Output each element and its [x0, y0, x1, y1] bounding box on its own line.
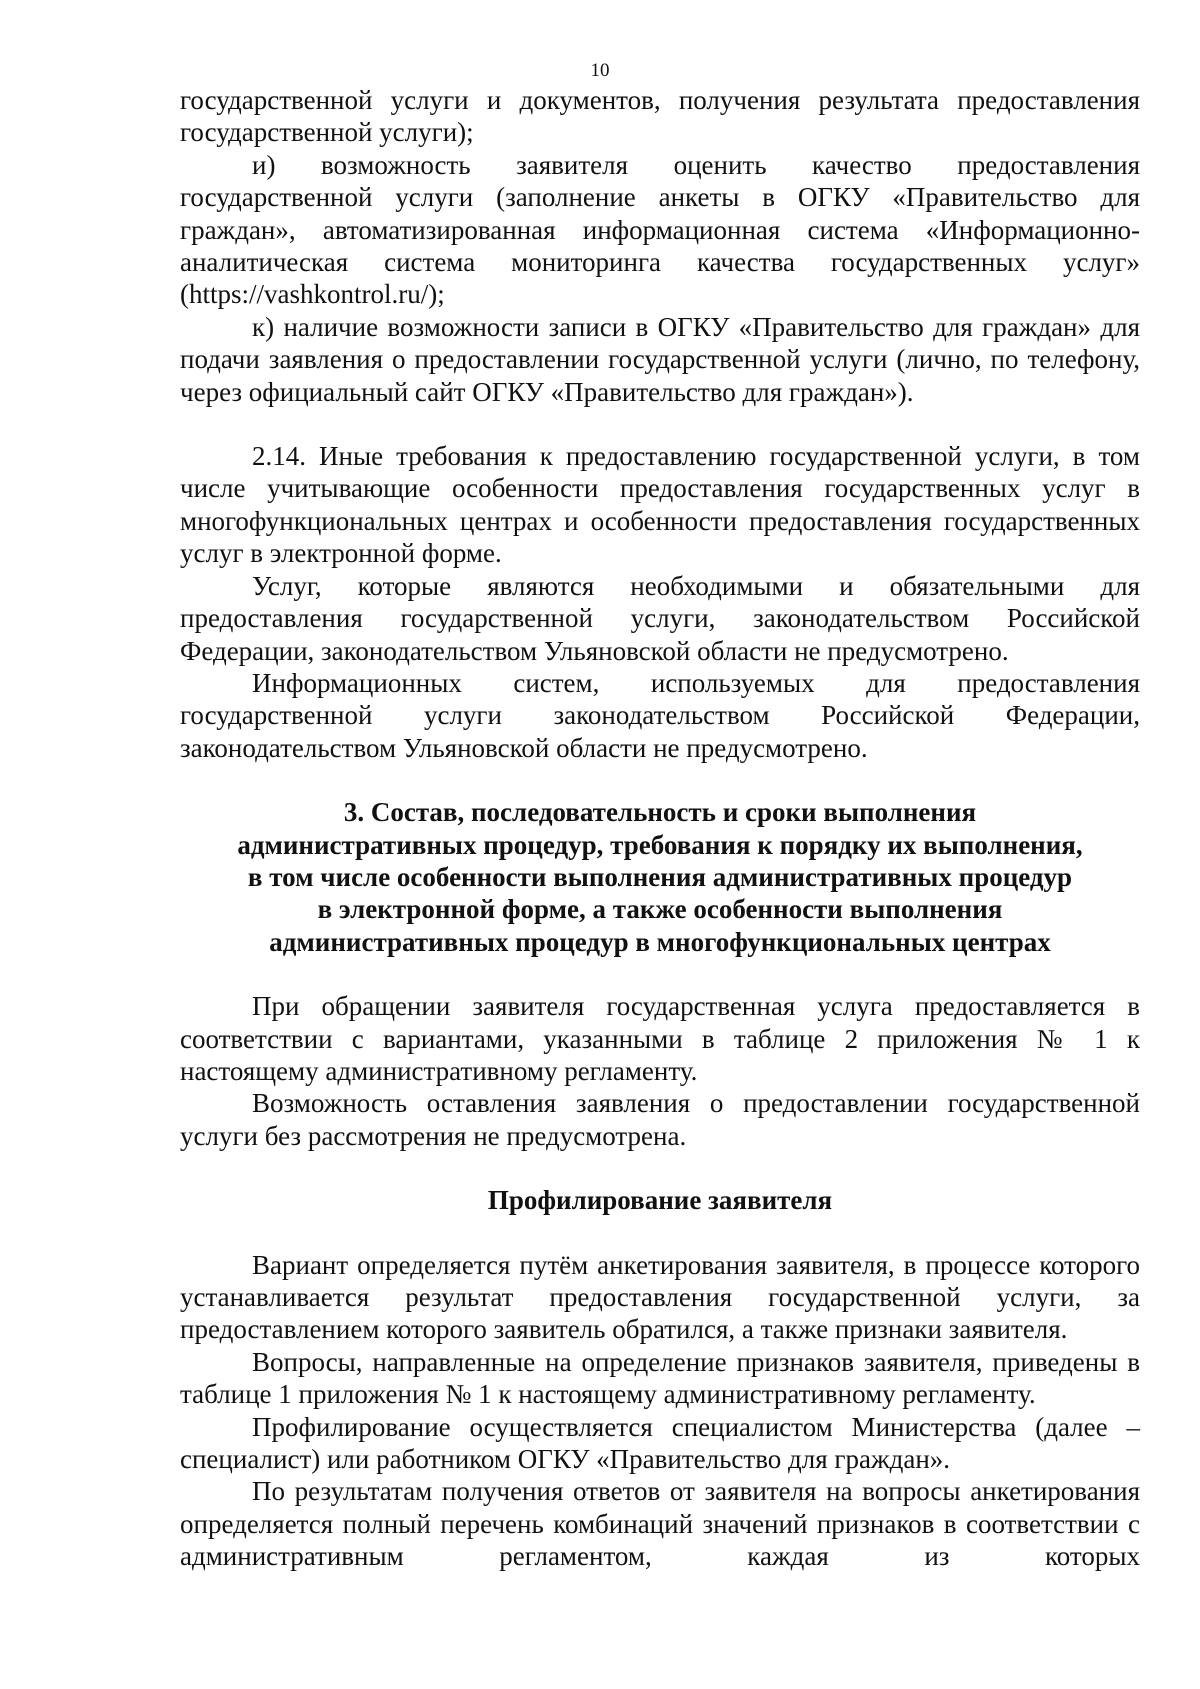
- paragraph-profiling-specialist: Профилирование осуществляется специалистом Министерства (далее – специалист) или работником ОГКУ «Правительство для граждан».: [180, 1411, 1140, 1475]
- paragraph-item-k: к) наличие возможности записи в ОГКУ «Правительство для граждан» для подачи заявления о предоставлении государственной услуги (лично, по телефону, через официальный сайт ОГКУ «Правительство для граждан»).: [180, 311, 1140, 407]
- paragraph-2-14: 2.14. Иные требования к предоставлению государственной услуги, в том числе учитывающие особенности предоставления государственных услуг в многофункциональных центрах и особенности предоставления государственных услуг в электронной форме.: [180, 441, 1140, 569]
- paragraph-continued: государственной услуги и документов, получения результата предоставления государственной услуги);: [180, 85, 1140, 148]
- section-3-heading-line: административных процедур в многофункциональных центрах: [269, 926, 1051, 957]
- page-number: 10: [590, 60, 610, 81]
- document-body: [180, 84, 1140, 1573]
- section-3-heading: [180, 796, 1140, 958]
- paragraph-variants: При обращении заявителя государственная услуга предоставляется в соответствии с вариантами, указанными в таблице 2 приложения № 1 к настоящему административному регламенту.: [180, 991, 1140, 1086]
- section-3-heading-line: в том числе особенности выполнения административных процедур: [247, 861, 1073, 892]
- paragraph-no-review: Возможность оставления заявления о предоставлении государственной услуги без рассмотрения не предусмотрена.: [180, 1088, 1140, 1151]
- paragraph-profiling-results: По результатам получения ответов от заявителя на вопросы анкетирования определяется полный перечень комбинаций значений признаков в соответствии с административным регламентом, каждая из которых: [180, 1476, 1140, 1572]
- spacer: [180, 958, 1140, 990]
- section-3-heading-line: в электронной форме, а также особенности выполнения: [317, 894, 1003, 925]
- paragraph-profiling-variant: Вариант определяется путём анкетирования заявителя, в процессе которого устанавливается результат предоставления государственной услуги, за предоставлением которого заявитель обратился, а также признаки заявителя.: [180, 1249, 1140, 1345]
- spacer: [180, 408, 1140, 440]
- section-3-heading-line: административных процедур, требования к порядку их выполнения,: [237, 829, 1083, 860]
- paragraph-profiling-questions: Вопросы, направленные на определение признаков заявителя, приведены в таблице 1 приложения № 1 к настоящему административному регламенту.: [180, 1346, 1140, 1410]
- paragraph-info-systems: Информационных систем, используемых для предоставления государственной услуги законодательством Российской Федерации, законодательством Ульяновской области не предусмотрено.: [180, 667, 1140, 763]
- profiling-heading: Профилирование заявителя: [487, 1185, 833, 1216]
- section-3-heading-line: 3. Состав, последовательность и сроки выполнения: [343, 797, 977, 828]
- spacer: [180, 1217, 1140, 1249]
- spacer: [180, 764, 1140, 796]
- paragraph-services: Услуг, которые являются необходимыми и обязательными для предоставления государственной услуги, законодательством Российской Федерации, законодательством Ульяновской области не предусмотрено.: [180, 570, 1140, 666]
- paragraph-item-i: и) возможность заявителя оценить качество предоставления государственной услуги (заполнение анкеты в ОГКУ «Правительство для граждан», автоматизированная информационная система «Информационно-аналитическая система мониторинга качества государственных услуг» (https://vashkontrol.ru/);: [180, 149, 1140, 310]
- spacer: [180, 1152, 1140, 1184]
